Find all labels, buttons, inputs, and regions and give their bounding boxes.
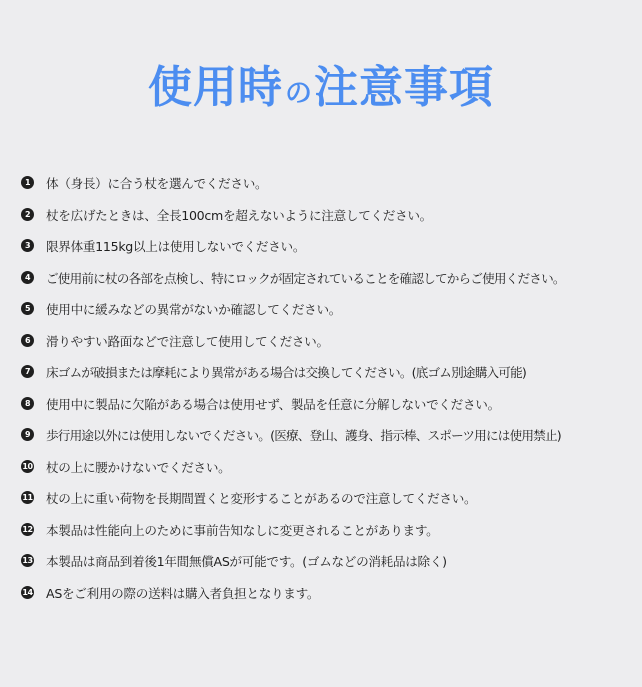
- number-badge: 7: [21, 365, 34, 378]
- list-item-text: ご使用前に杖の各部を点検し、特にロックが固定されていることを確認してからご使用ください。: [46, 270, 565, 286]
- list-item-text: 杖の上に腰かけないでください。: [46, 459, 231, 475]
- list-item-text: 杖を広げたときは、全長100cmを超えないように注意してください。: [46, 207, 432, 223]
- number-badge: 5: [21, 302, 34, 315]
- list-item-text: 杖の上に重い荷物を長期間置くと変形することがあるので注意してください。: [46, 491, 477, 507]
- list-item: [21, 230, 636, 262]
- list-item: [21, 545, 636, 577]
- number-badge: 1: [21, 176, 34, 189]
- list-item-text: 歩行用途以外には使用しないでください。(医療、登山、護身、指示棒、スポーツ用には使用禁止): [46, 428, 561, 444]
- list-item: [21, 262, 636, 294]
- number-badge: 13: [22, 556, 33, 566]
- number-badge: 12: [22, 524, 33, 534]
- list-item: [21, 167, 636, 199]
- number-badge: 3: [21, 239, 34, 252]
- list-item: [21, 388, 636, 420]
- number-badge: 8: [21, 397, 34, 410]
- list-item: [21, 356, 636, 388]
- list-item-text: 本製品は商品到着後1年間無償ASが可能です。(ゴムなどの消耗品は除く): [46, 554, 447, 570]
- list-item-text: 体（身長）に合う杖を選んでください。: [46, 176, 268, 192]
- list-item: [21, 419, 636, 451]
- list-item-text: 使用中に緩みなどの異常がないか確認してください。: [46, 302, 342, 318]
- list-item-text: 床ゴムが破損または摩耗により異常がある場合は交換してください。(底ゴム別途購入可能): [46, 365, 526, 381]
- list-item: [21, 325, 636, 357]
- precaution-list: [21, 167, 636, 608]
- list-item: [21, 199, 636, 231]
- list-item-text: 本製品は性能向上のために事前告知なしに変更されることがあります。: [46, 522, 439, 538]
- list-item: [21, 482, 636, 514]
- title-particle: の: [285, 78, 312, 109]
- number-badge: 11: [22, 493, 33, 503]
- number-badge: 10: [22, 461, 33, 471]
- list-item-text: 使用中に製品に欠陥がある場合は使用せず、製品を任意に分解しないでください。: [46, 396, 500, 412]
- title-part-1: 使用時: [148, 62, 283, 113]
- number-badge: 9: [21, 428, 34, 441]
- list-item-text: ASをご利用の際の送料は購入者負担となります。: [46, 585, 320, 601]
- number-badge: 14: [22, 587, 33, 597]
- list-item-text: 限界体重115kg以上は使用しないでください。: [46, 239, 306, 255]
- page-title: [0, 58, 642, 127]
- list-item: [21, 293, 636, 325]
- title-part-2: 注意事項: [314, 62, 494, 113]
- number-badge: 6: [21, 334, 34, 347]
- list-item: [21, 451, 636, 483]
- number-badge: 4: [21, 271, 34, 284]
- number-badge: 2: [21, 208, 34, 221]
- list-item-text: 滑りやすい路面などで注意して使用してください。: [46, 333, 329, 349]
- list-item: [21, 514, 636, 546]
- list-item: [21, 577, 636, 609]
